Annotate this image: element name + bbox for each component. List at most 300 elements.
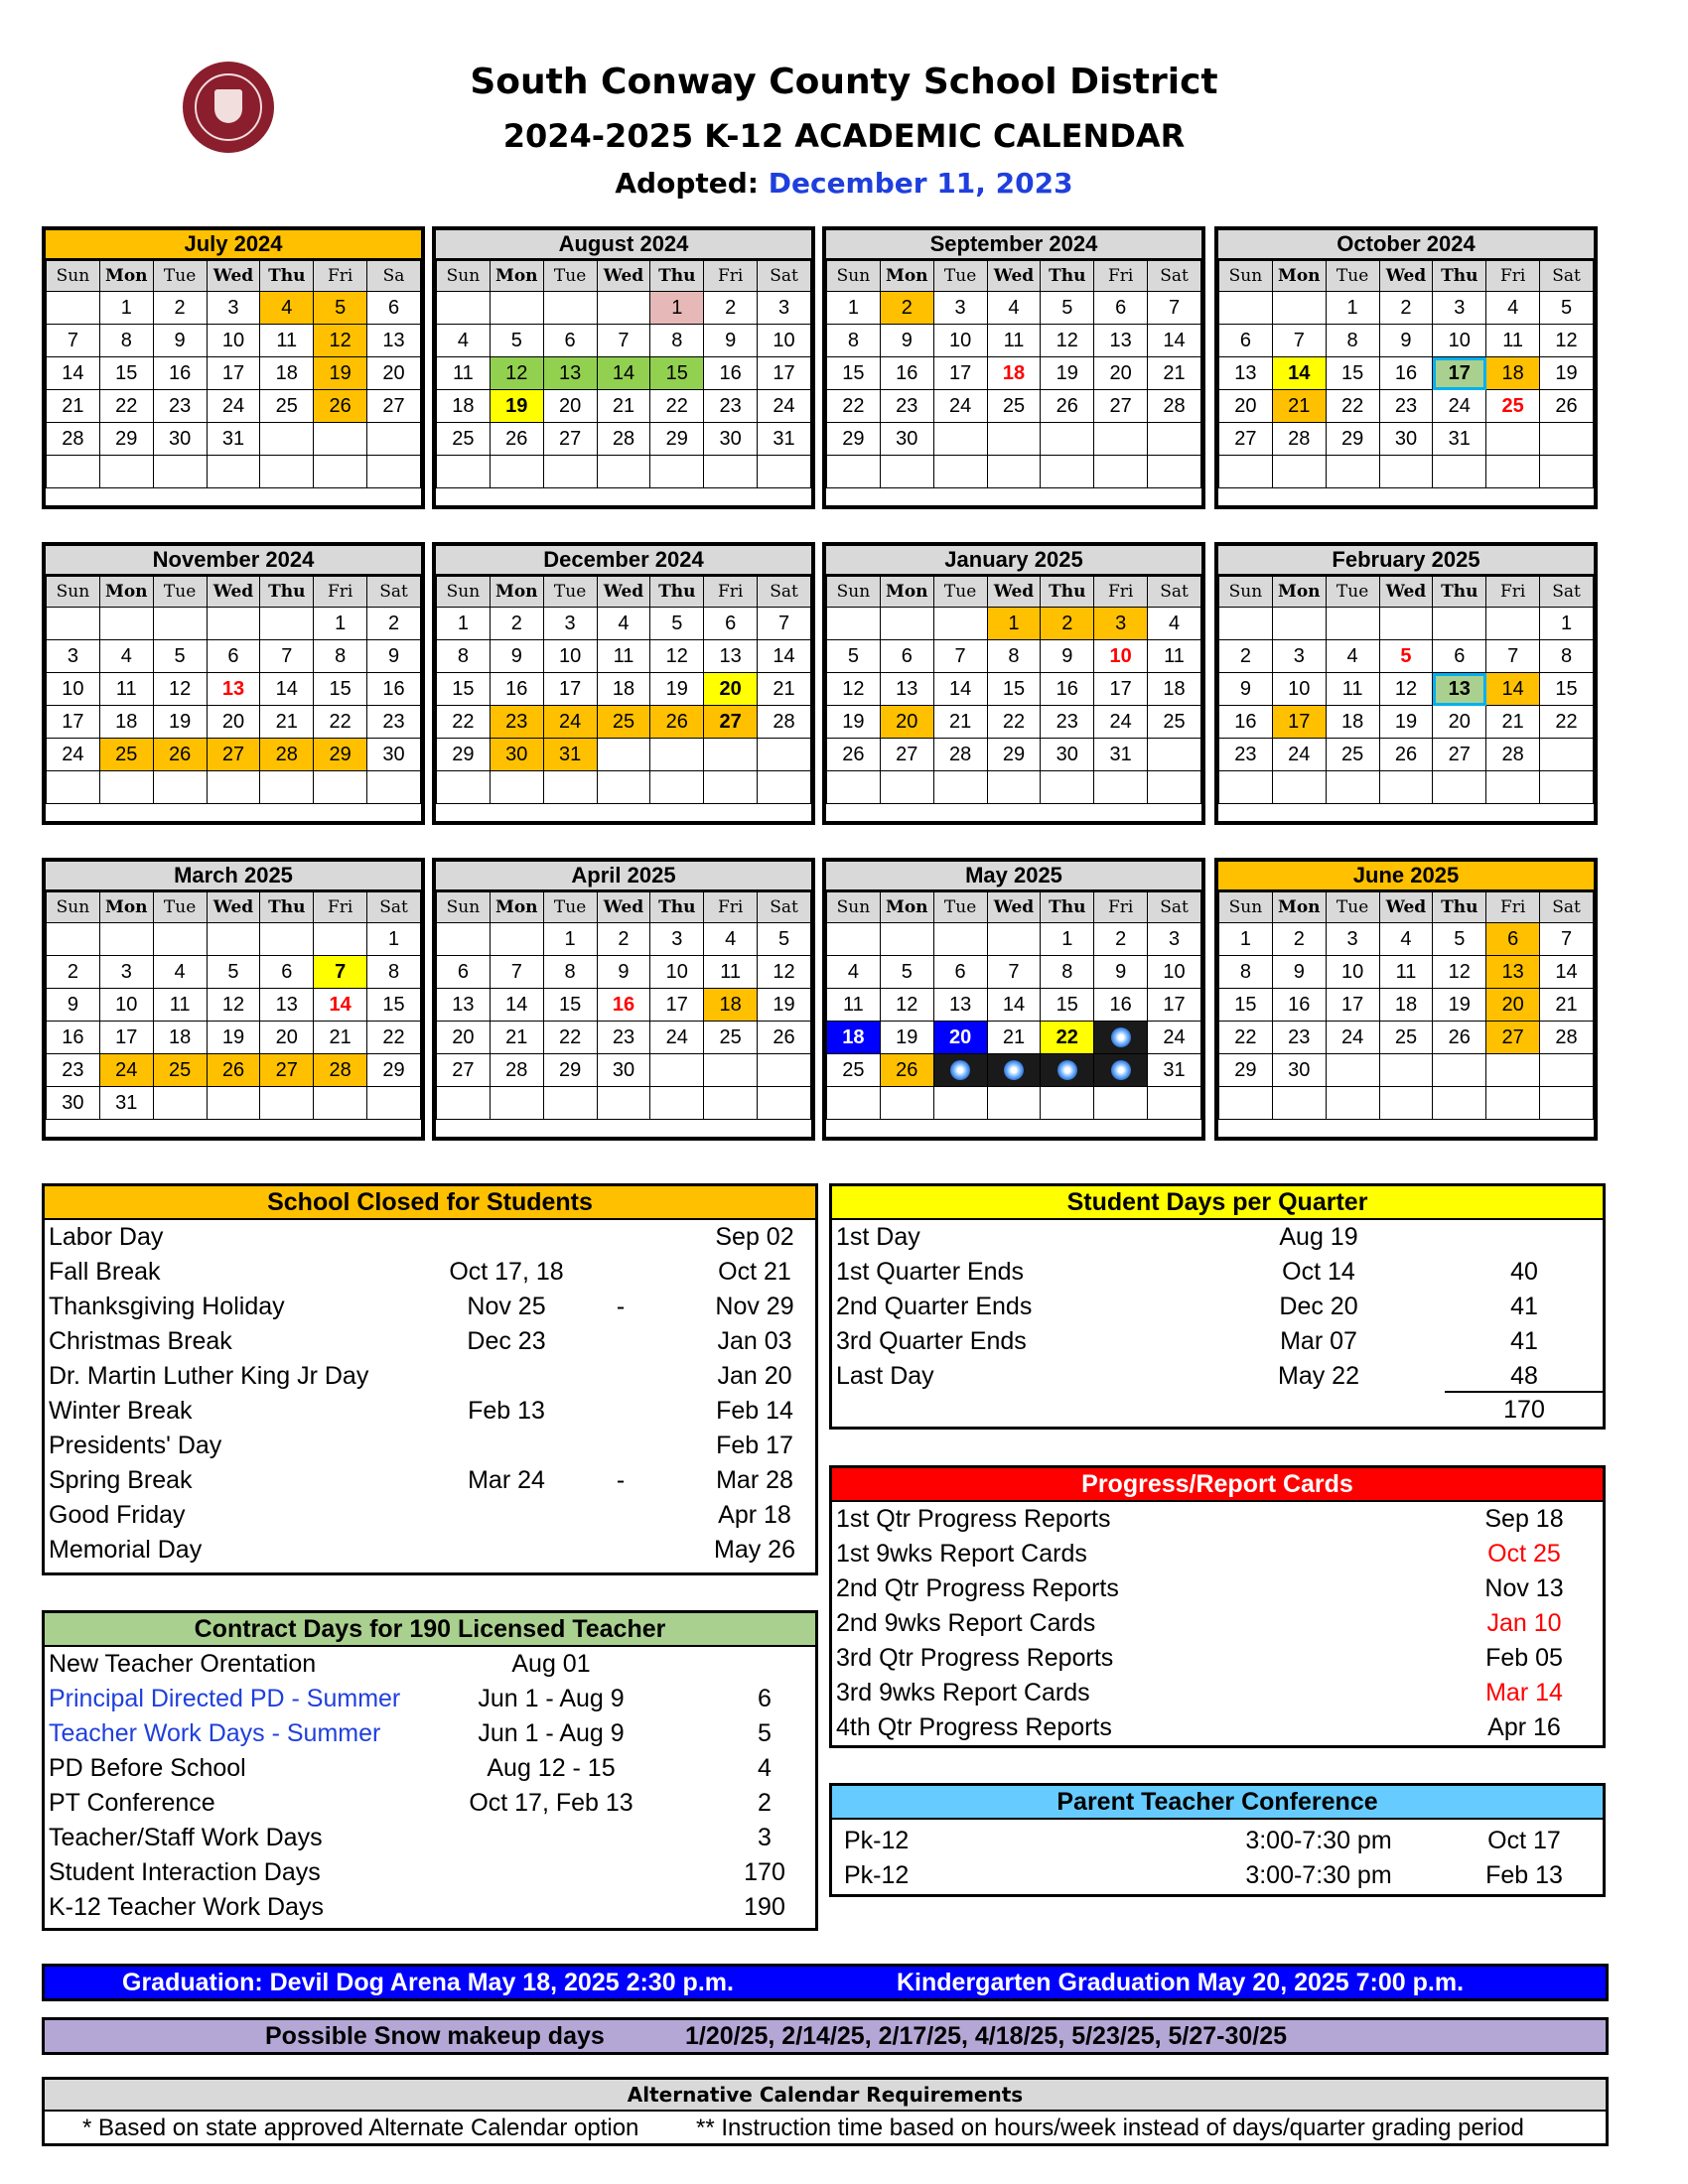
closed-event-name: Winter Break: [49, 1397, 193, 1425]
weekday-header: Tue: [933, 892, 987, 923]
weekday-header: Tue: [1326, 261, 1379, 292]
day-cell: 5: [153, 640, 207, 673]
day-cell: 24: [99, 1054, 153, 1087]
day-cell: [987, 456, 1041, 488]
day-cell: 26: [758, 1022, 811, 1054]
day-cell: 29: [543, 1054, 597, 1087]
day-cell: 8: [99, 325, 153, 357]
day-cell: 25: [437, 423, 491, 456]
alt-calendar-title: Alternative Calendar Requirements: [45, 2080, 1606, 2112]
quarter-row: [832, 1255, 1603, 1290]
day-cell: 13: [543, 357, 597, 390]
day-cell: 13: [933, 989, 987, 1022]
weekday-header: Fri: [314, 261, 367, 292]
progress-date: Sep 18: [1484, 1505, 1564, 1533]
day-cell: 7: [260, 640, 314, 673]
day-cell: 10: [1272, 673, 1326, 706]
day-cell: [1219, 292, 1273, 325]
day-cell: 22: [437, 706, 491, 739]
day-cell: 26: [314, 390, 367, 423]
day-cell: 2: [704, 292, 758, 325]
closed-row: [45, 1463, 815, 1498]
day-cell: 12: [758, 956, 811, 989]
contract-row: [45, 1855, 815, 1890]
day-cell: 6: [933, 956, 987, 989]
conference-title: Parent Teacher Conference: [832, 1786, 1603, 1820]
day-cell: [1326, 771, 1379, 804]
day-cell: 8: [1540, 640, 1594, 673]
day-cell: [153, 923, 207, 956]
day-cell: [650, 456, 704, 488]
day-cell: 23: [1379, 390, 1433, 423]
day-cell: [260, 423, 314, 456]
quarter-days: 41: [1510, 1327, 1538, 1355]
weekday-header: Thu: [650, 577, 704, 608]
weekday-header: Thu: [260, 892, 314, 923]
day-cell: 2: [1379, 292, 1433, 325]
day-cell: 8: [543, 956, 597, 989]
day-cell: 24: [47, 739, 100, 771]
progress-date: Oct 25: [1487, 1540, 1561, 1568]
day-cell: [704, 739, 758, 771]
weekday-header: Fri: [704, 892, 758, 923]
day-cell: 15: [1540, 673, 1594, 706]
day-cell: 8: [1326, 325, 1379, 357]
closed-row: [45, 1429, 815, 1463]
day-cell: 15: [99, 357, 153, 390]
day-cell: 16: [880, 357, 933, 390]
quarter-name: 2nd Quarter Ends: [836, 1293, 1033, 1320]
day-cell: 31: [543, 739, 597, 771]
day-cell: [1148, 771, 1201, 804]
weekday-header: Tue: [543, 261, 597, 292]
closed-row: [45, 1324, 815, 1359]
day-cell: 28: [260, 739, 314, 771]
month-november-2024: [42, 542, 425, 825]
conference-row: [832, 1858, 1603, 1893]
day-cell: [1379, 1054, 1433, 1087]
day-cell: 26: [827, 739, 881, 771]
day-cell: 9: [1094, 956, 1148, 989]
month-title: March 2025: [46, 862, 421, 891]
day-cell: 7: [987, 956, 1041, 989]
day-cell: 19: [153, 706, 207, 739]
weekday-header: Mon: [1272, 261, 1326, 292]
weekday-header: Wed: [1379, 261, 1433, 292]
day-cell: [260, 1087, 314, 1120]
day-cell: [437, 1087, 491, 1120]
progress-box: [829, 1465, 1606, 1748]
day-cell: [47, 608, 100, 640]
day-cell: 14: [490, 989, 543, 1022]
day-cell: 31: [758, 423, 811, 456]
day-cell: [1219, 771, 1273, 804]
day-cell: 1: [987, 608, 1041, 640]
day-cell: [47, 923, 100, 956]
day-cell: 23: [490, 706, 543, 739]
day-cell: [260, 771, 314, 804]
weekday-header: Fri: [314, 577, 367, 608]
day-cell: 8: [1041, 956, 1094, 989]
day-cell: 21: [933, 706, 987, 739]
weekday-header: Thu: [1041, 261, 1094, 292]
day-cell: 22: [1540, 706, 1594, 739]
month-title: September 2024: [826, 230, 1201, 260]
day-cell: 29: [99, 423, 153, 456]
day-cell: 17: [99, 1022, 153, 1054]
day-cell: 2: [153, 292, 207, 325]
day-cell: 6: [880, 640, 933, 673]
day-cell: [704, 456, 758, 488]
month-title: December 2024: [436, 546, 811, 576]
closed-end: May 26: [714, 1536, 795, 1564]
day-cell: 7: [1272, 325, 1326, 357]
day-cell: 17: [1272, 706, 1326, 739]
contract-item-name: Principal Directed PD - Summer: [49, 1685, 401, 1712]
weekday-header: Sun: [827, 261, 881, 292]
day-cell: 17: [1326, 989, 1379, 1022]
day-cell: 25: [597, 706, 650, 739]
day-cell: 28: [47, 423, 100, 456]
day-cell: 27: [260, 1054, 314, 1087]
day-cell: [1540, 739, 1594, 771]
weekday-header: Sat: [758, 577, 811, 608]
day-cell: 19: [207, 1022, 260, 1054]
day-cell: 5: [1540, 292, 1594, 325]
progress-item-name: 4th Qtr Progress Reports: [836, 1713, 1112, 1741]
snow-dates: 1/20/25, 2/14/25, 2/17/25, 4/18/25, 5/23/25, 5/27-30/25: [685, 2022, 1288, 2050]
day-cell: [827, 608, 881, 640]
weekday-header: Fri: [314, 892, 367, 923]
conference-date: Oct 17: [1487, 1827, 1561, 1854]
day-cell: [1486, 1087, 1540, 1120]
day-cell: 31: [207, 423, 260, 456]
day-cell: [47, 456, 100, 488]
day-cell: 1: [827, 292, 881, 325]
month-december-2024: [432, 542, 815, 825]
contract-days: 190: [744, 1893, 785, 1921]
day-cell: 15: [1326, 357, 1379, 390]
quarter-date: May 22: [1278, 1362, 1359, 1390]
weekday-header: Sa: [367, 261, 421, 292]
day-cell: [933, 771, 987, 804]
day-cell: 21: [1148, 357, 1201, 390]
weekday-header: Fri: [1094, 261, 1148, 292]
day-cell: [704, 771, 758, 804]
day-cell: 7: [490, 956, 543, 989]
day-cell: 25: [153, 1054, 207, 1087]
day-cell: [758, 456, 811, 488]
conference-date: Feb 13: [1485, 1861, 1563, 1889]
day-cell: 15: [367, 989, 421, 1022]
contract-dates: Jun 1 - Aug 9: [478, 1685, 625, 1712]
day-cell: 3: [933, 292, 987, 325]
day-cell: 26: [650, 706, 704, 739]
day-cell: 6: [543, 325, 597, 357]
day-cell: 6: [1094, 292, 1148, 325]
contract-days: 4: [758, 1754, 772, 1782]
day-cell: [1148, 423, 1201, 456]
weekday-header: Thu: [650, 261, 704, 292]
day-cell: 13: [1094, 325, 1148, 357]
closed-start: Feb 13: [468, 1397, 545, 1425]
day-cell: [1486, 1054, 1540, 1087]
day-cell: 18: [1148, 673, 1201, 706]
day-cell: 11: [1326, 673, 1379, 706]
day-cell: 8: [437, 640, 491, 673]
day-cell: 15: [827, 357, 881, 390]
weekday-header: Thu: [1041, 892, 1094, 923]
day-cell: 21: [1486, 706, 1540, 739]
day-cell: 28: [1148, 390, 1201, 423]
weekday-header: Thu: [1433, 892, 1486, 923]
month-title: August 2024: [436, 230, 811, 260]
day-cell: 7: [1486, 640, 1540, 673]
closed-row: [45, 1394, 815, 1429]
day-cell: 12: [827, 673, 881, 706]
progress-item-name: 3rd 9wks Report Cards: [836, 1679, 1090, 1706]
day-cell: [490, 456, 543, 488]
weekday-header: Mon: [490, 261, 543, 292]
day-cell: [1540, 423, 1594, 456]
day-cell: 17: [650, 989, 704, 1022]
weekday-header: Sat: [367, 577, 421, 608]
day-cell: [704, 1087, 758, 1120]
day-cell: 23: [367, 706, 421, 739]
progress-row: [832, 1537, 1603, 1571]
weekday-header: Sun: [1219, 261, 1273, 292]
day-cell: 28: [1540, 1022, 1594, 1054]
day-cell: 4: [153, 956, 207, 989]
day-cell: 5: [490, 325, 543, 357]
day-cell: 9: [490, 640, 543, 673]
weekday-header: Mon: [99, 577, 153, 608]
snow-band: [42, 2017, 1609, 2055]
day-cell: [260, 456, 314, 488]
day-cell: 14: [987, 989, 1041, 1022]
weekday-header: Mon: [1272, 892, 1326, 923]
closed-event-name: Thanksgiving Holiday: [49, 1293, 285, 1320]
day-cell: 25: [1379, 1022, 1433, 1054]
day-cell: [99, 923, 153, 956]
progress-row: [832, 1710, 1603, 1745]
day-cell: 26: [1379, 739, 1433, 771]
day-cell: 4: [827, 956, 881, 989]
progress-date: Apr 16: [1487, 1713, 1561, 1741]
day-cell: 15: [437, 673, 491, 706]
day-cell: 29: [987, 739, 1041, 771]
day-cell: 24: [1272, 739, 1326, 771]
day-cell: 10: [1148, 956, 1201, 989]
day-cell: [1326, 1087, 1379, 1120]
day-cell: 22: [99, 390, 153, 423]
day-cell: 18: [260, 357, 314, 390]
day-cell: 12: [1433, 956, 1486, 989]
day-cell: 2: [880, 292, 933, 325]
progress-row: [832, 1676, 1603, 1710]
day-cell: 27: [1486, 1022, 1540, 1054]
adopted-line: [0, 167, 1688, 200]
day-cell: 4: [597, 608, 650, 640]
day-cell: 5: [1433, 923, 1486, 956]
day-cell: 8: [987, 640, 1041, 673]
day-cell: 30: [704, 423, 758, 456]
quarter-row: [832, 1324, 1603, 1359]
contract-dates: Aug 01: [511, 1650, 591, 1678]
day-cell: 18: [437, 390, 491, 423]
month-may-2025: [822, 858, 1205, 1141]
weekday-header: Wed: [987, 892, 1041, 923]
day-cell: 18: [1486, 357, 1540, 390]
day-cell: 28: [1486, 739, 1540, 771]
day-cell: [880, 608, 933, 640]
day-cell: 12: [1540, 325, 1594, 357]
day-cell: [987, 771, 1041, 804]
day-cell: 17: [1094, 673, 1148, 706]
weekday-header: Sun: [827, 577, 881, 608]
contract-row: [45, 1751, 815, 1786]
day-cell: 13: [1433, 673, 1486, 706]
contract-days-title: Contract Days for 190 Licensed Teacher: [45, 1613, 815, 1647]
day-cell: 10: [1326, 956, 1379, 989]
day-cell: [1379, 608, 1433, 640]
closed-end: Jan 03: [717, 1327, 792, 1355]
weekday-header: Sat: [1540, 261, 1594, 292]
weekday-header: Fri: [1486, 577, 1540, 608]
day-cell: [827, 1087, 881, 1120]
day-cell: 10: [1094, 640, 1148, 673]
day-cell: 2: [367, 608, 421, 640]
day-cell: 9: [367, 640, 421, 673]
month-july-2024: [42, 226, 425, 509]
closed-end: Mar 28: [716, 1466, 793, 1494]
day-cell: [437, 771, 491, 804]
day-cell: 27: [880, 739, 933, 771]
day-cell: 13: [704, 640, 758, 673]
progress-date: Feb 05: [1485, 1644, 1563, 1672]
day-cell: [490, 771, 543, 804]
conference-grade: Pk-12: [844, 1827, 910, 1854]
day-cell: 11: [987, 325, 1041, 357]
closed-event-name: Spring Break: [49, 1466, 193, 1494]
day-cell: [933, 456, 987, 488]
day-cell: 4: [704, 923, 758, 956]
school-closed-box: [42, 1183, 818, 1575]
day-cell: 5: [650, 608, 704, 640]
contract-item-name: PT Conference: [49, 1789, 215, 1817]
day-cell: 18: [987, 357, 1041, 390]
day-cell: [1148, 1087, 1201, 1120]
day-cell: 9: [1272, 956, 1326, 989]
day-cell: [597, 456, 650, 488]
day-cell: 9: [1041, 640, 1094, 673]
day-cell: 9: [1219, 673, 1273, 706]
weekday-header: Sun: [47, 577, 100, 608]
weekday-header: Sun: [437, 892, 491, 923]
weekday-header: Sat: [1148, 261, 1201, 292]
month-march-2025: [42, 858, 425, 1141]
day-cell: 20: [1486, 989, 1540, 1022]
day-cell: [650, 1054, 704, 1087]
closed-event-name: Presidents' Day: [49, 1432, 222, 1459]
day-cell: 12: [314, 325, 367, 357]
day-cell: [1433, 1054, 1486, 1087]
day-cell: [827, 771, 881, 804]
day-cell: 21: [314, 1022, 367, 1054]
day-cell: [1433, 1087, 1486, 1120]
weekday-header: Wed: [597, 892, 650, 923]
day-cell: [314, 923, 367, 956]
day-cell: 16: [490, 673, 543, 706]
progress-row: [832, 1606, 1603, 1641]
day-cell: 16: [47, 1022, 100, 1054]
quarter-days: 41: [1510, 1293, 1538, 1320]
closed-end: Apr 18: [718, 1501, 791, 1529]
day-cell: 11: [437, 357, 491, 390]
contract-dates: Jun 1 - Aug 9: [478, 1719, 625, 1747]
day-cell: [758, 1087, 811, 1120]
day-cell: 4: [437, 325, 491, 357]
day-cell: 19: [758, 989, 811, 1022]
school-closed-title: School Closed for Students: [45, 1186, 815, 1220]
day-cell: 14: [1540, 956, 1594, 989]
day-cell: 26: [1041, 390, 1094, 423]
day-cell: 31: [1094, 739, 1148, 771]
day-cell: 3: [1148, 923, 1201, 956]
day-cell: [1148, 739, 1201, 771]
day-cell: 27: [1219, 423, 1273, 456]
closed-row: [45, 1255, 815, 1290]
day-cell: [1326, 456, 1379, 488]
day-cell: 17: [933, 357, 987, 390]
day-cell: [543, 456, 597, 488]
day-cell: 26: [1433, 1022, 1486, 1054]
quarter-date: Oct 14: [1282, 1258, 1355, 1286]
conference-grade: Pk-12: [844, 1861, 910, 1889]
day-cell: 7: [314, 956, 367, 989]
day-cell: 8: [1219, 956, 1273, 989]
day-cell: 1: [367, 923, 421, 956]
day-cell: 20: [1433, 706, 1486, 739]
day-cell: 18: [1379, 989, 1433, 1022]
quarter-date: Dec 20: [1279, 1293, 1358, 1320]
day-cell: 18: [1326, 706, 1379, 739]
weekday-header: Wed: [1379, 577, 1433, 608]
day-cell: [367, 423, 421, 456]
day-cell: 3: [1272, 640, 1326, 673]
day-cell: [1041, 1054, 1094, 1087]
day-cell: 19: [827, 706, 881, 739]
closed-event-name: Good Friday: [49, 1501, 186, 1529]
weekday-header: Tue: [1326, 892, 1379, 923]
weekday-header: Tue: [933, 577, 987, 608]
day-cell: 9: [153, 325, 207, 357]
snowflake-icon: [1004, 1060, 1024, 1080]
day-cell: [1379, 1087, 1433, 1120]
day-cell: 19: [1540, 357, 1594, 390]
day-cell: [1433, 771, 1486, 804]
snowflake-icon: [1057, 1060, 1077, 1080]
progress-item-name: 1st Qtr Progress Reports: [836, 1505, 1111, 1533]
weekday-header: Sat: [1540, 892, 1594, 923]
day-cell: 2: [1041, 608, 1094, 640]
day-cell: [987, 923, 1041, 956]
day-cell: 25: [260, 390, 314, 423]
day-cell: [1379, 456, 1433, 488]
day-cell: [1326, 608, 1379, 640]
day-cell: [260, 923, 314, 956]
day-cell: 23: [1272, 1022, 1326, 1054]
